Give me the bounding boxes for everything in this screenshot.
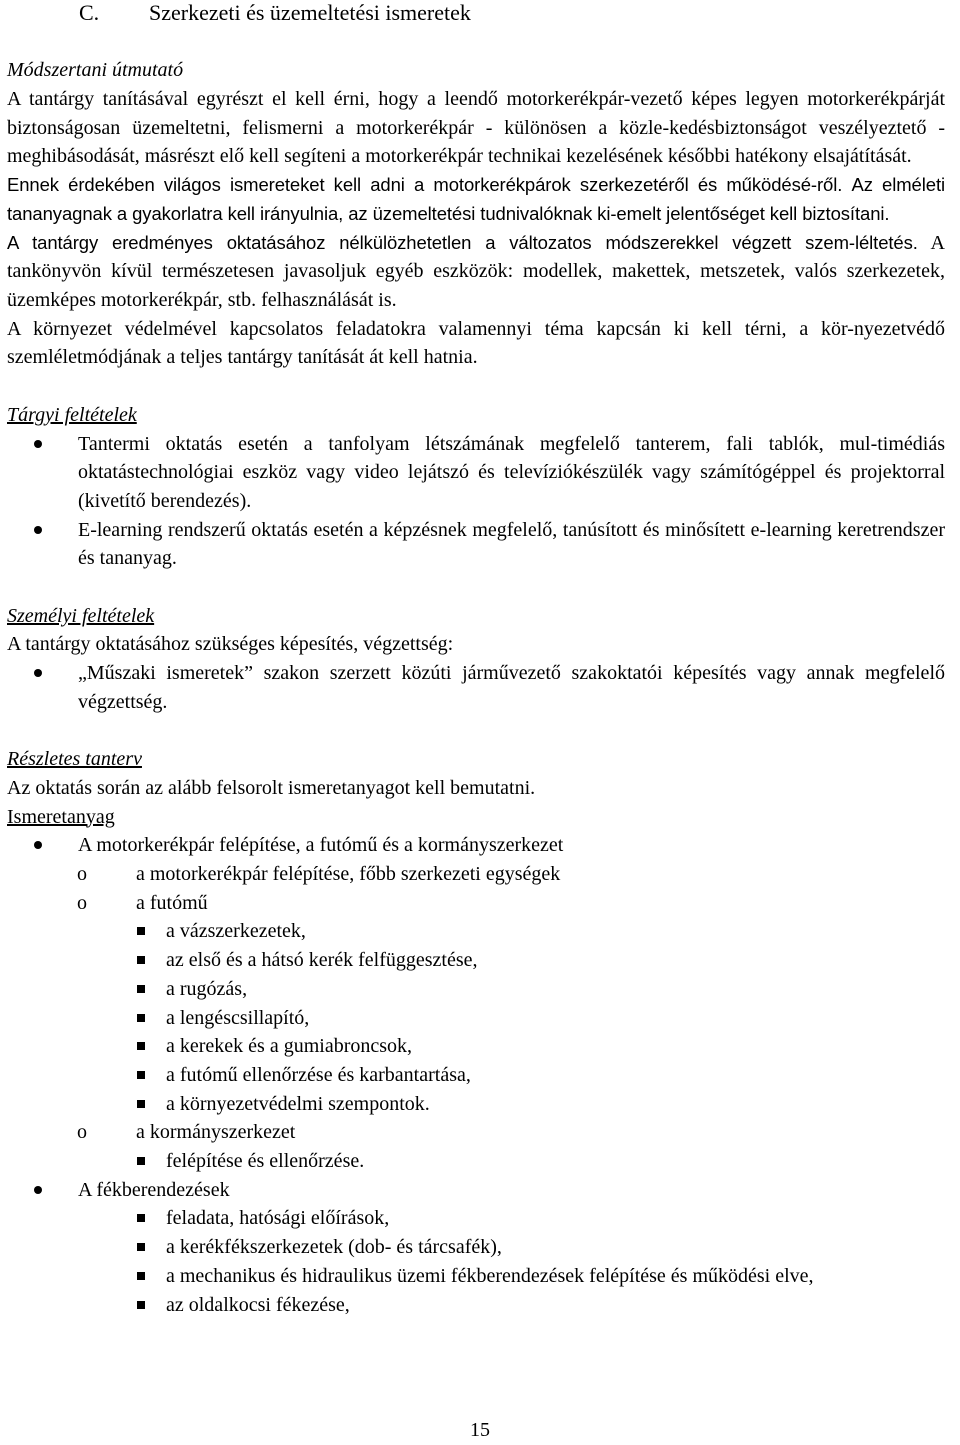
list-item: az első és a hátsó kerék felfüggesztése, [136,946,945,975]
bullet-icon [34,841,42,849]
square-bullet-icon [137,1042,145,1050]
list-item: o a motorkerékpár felépítése, főbb szerkezeti egységek [78,860,945,889]
methodology-paragraph-4: A környezet védelmével kapcsolatos feladatokra valamennyi téma kapcsán ki kell térni, a kör-nyezetvédő szemléletmódjának a teljes tantárgy tanítását át kell hatnia. [7,317,945,369]
material-conditions-list [7,430,945,574]
methodology-paragraph-2b: Az elméleti tananyagnak a gyakorlatra kell irányulnia, az üzemeltetési tudnivalóknak ki-emelt jelentőséget kell biztosítani. [7,174,945,224]
list-item: a rugózás, [136,975,945,1004]
list-item: a futómű ellenőrzése és karbantartása, [136,1061,945,1090]
chapter-title: Szerkezeti és üzemeltetési ismeretek [149,0,471,25]
curriculum-subtitle: Ismeretanyag [7,805,115,828]
list-item: o a kormányszerkezet felépítése és ellenőrzése. [78,1118,945,1175]
methodology-title: Módszertani útmutató [7,59,184,82]
square-bullet-icon [137,956,145,964]
list-item: a környezetvédelmi szempontok. [136,1090,945,1119]
square-bullet-icon [137,1157,145,1165]
list-item: a kerekek és a gumiabroncsok, [136,1032,945,1061]
methodology-paragraph-3b: A tankönyvön kívül természetesen javasoljuk egyéb eszközök: modellek, makettek, metszetek, valós szerkezetek, üzemképes motorkerékpár, stb. felhasználását is. [7,231,945,311]
chapter-letter: C. [79,0,100,25]
list-item: felépítése és ellenőrzése. [136,1147,945,1176]
list-item: feladata, hatósági előírások, [136,1204,945,1233]
square-bullet-icon [137,1014,145,1022]
list-item: o a futómű a vázszerkezetek, az első és a hátsó kerék felfüggesztése, a rugózás, a lengéscsillapító, a kerekek és a gumiabroncsok, a futómű ellenőrzése és karbantartása, a környezetvédelmi szempontok. [78,889,945,1119]
circle-bullet-icon: o [77,891,87,914]
page-number: 15 [470,1419,490,1441]
circle-bullet-icon: o [77,1121,87,1144]
list-item: a kerékfékszerkezetek (dob- és tárcsafék), [136,1233,945,1262]
square-bullet-icon [137,1100,145,1108]
curriculum-intro: Az oktatás során az alább felsorolt ismeretanyagot kell bemutatni. [7,776,536,799]
bullet-icon [34,526,42,534]
topic1-sublist [78,860,945,1176]
list-item: a mechanikus és hidraulikus üzemi fékberendezések felépítése és működési elve, [136,1262,945,1291]
square-bullet-icon [137,1071,145,1079]
bullet-icon [34,440,42,448]
bullet-icon [34,1186,42,1194]
steering-list [136,1147,945,1176]
methodology-paragraph-3 [7,229,945,315]
list-item: „Műszaki ismeretek” szakon szerzett közúti járművezető szakoktatói képesítés vagy annak megfelelő végzettség. [7,659,945,716]
list-item: E-learning rendszerű oktatás esetén a képzésnek megfelelő, tanúsított és minősített e-learning keretrendszer és tananyag. [7,516,945,573]
methodology-paragraph-3a: A tantárgy eredményes oktatásához nélkülözhetetlen a változatos módszerekkel végzett szem-léltetés. [7,231,918,253]
curriculum-list [7,831,945,1319]
chapter-heading [7,0,945,28]
document-page [7,0,945,1319]
square-bullet-icon [137,1272,145,1280]
square-bullet-icon [137,985,145,993]
material-conditions-title: Tárgyi feltételek [7,403,137,426]
list-item: az oldalkocsi fékezése, [136,1291,945,1320]
circle-bullet-icon: o [77,863,87,886]
list-item: a vázszerkezetek, [136,917,945,946]
curriculum-title: Részletes tanterv [7,748,142,771]
personal-conditions-list [7,659,945,716]
list-item: Tantermi oktatás esetén a tanfolyam létszámának megfelelő tanterem, fali tablók, mul-timédiás oktatástechnológiai eszköz vagy video lejátszó és televíziókészülék vagy számítógéppel és projektorral (kivetítő berendezés). [7,430,945,516]
methodology-paragraph-2a: Ennek érdekében világos ismereteket kell adni a motorkerékpárok szerkezetéről és működésé-ről. [7,174,843,196]
square-bullet-icon [137,927,145,935]
list-item: a lengéscsillapító, [136,1004,945,1033]
square-bullet-icon [137,1301,145,1309]
list-item: A fékberendezések feladata, hatósági előírások, a kerékfékszerkezetek (dob- és tárcsafék), a mechanikus és hidraulikus üzemi fékberendezések felépítése és működési elve, az oldalkocsi fékezése, [7,1176,945,1320]
square-bullet-icon [137,1214,145,1222]
methodology-paragraph-2 [7,171,945,228]
list-item: A motorkerékpár felépítése, a futómű és a kormányszerkezet o a motorkerékpár felépítése, főbb szerkezeti egységek o a futómű a vázszerkezetek, az első és a hátsó kerék felfüggesztése, a rugózás, a lengéscsillapító, a kerekek és a gumiabroncsok, a futómű ellenőrzése és karbantartása, a környezetvédelmi szempontok. o a kormányszerkezet felépítése és ellenőrzése. [7,831,945,1175]
chassis-list [136,917,945,1118]
square-bullet-icon [137,1243,145,1251]
bullet-icon [34,669,42,677]
personal-conditions-intro: A tantárgy oktatásához szükséges képesítés, végzettség: [7,633,454,656]
methodology-paragraph-1: A tantárgy tanításával egyrészt el kell érni, hogy a leendő motorkerékpár-vezető képes legyen motorkerékpárját biztonságosan üzemeltetni, felismerni a motorkerékpár - különösen a közle-kedésbiztonságot veszélyeztető - meghibásodását, másrészt elő kell segíteni a motorkerékpár technikai kezelésének későbbi hatékony elsajátítását. [7,88,945,168]
personal-conditions-title: Személyi feltételek [7,604,155,627]
brakes-list [136,1204,945,1319]
